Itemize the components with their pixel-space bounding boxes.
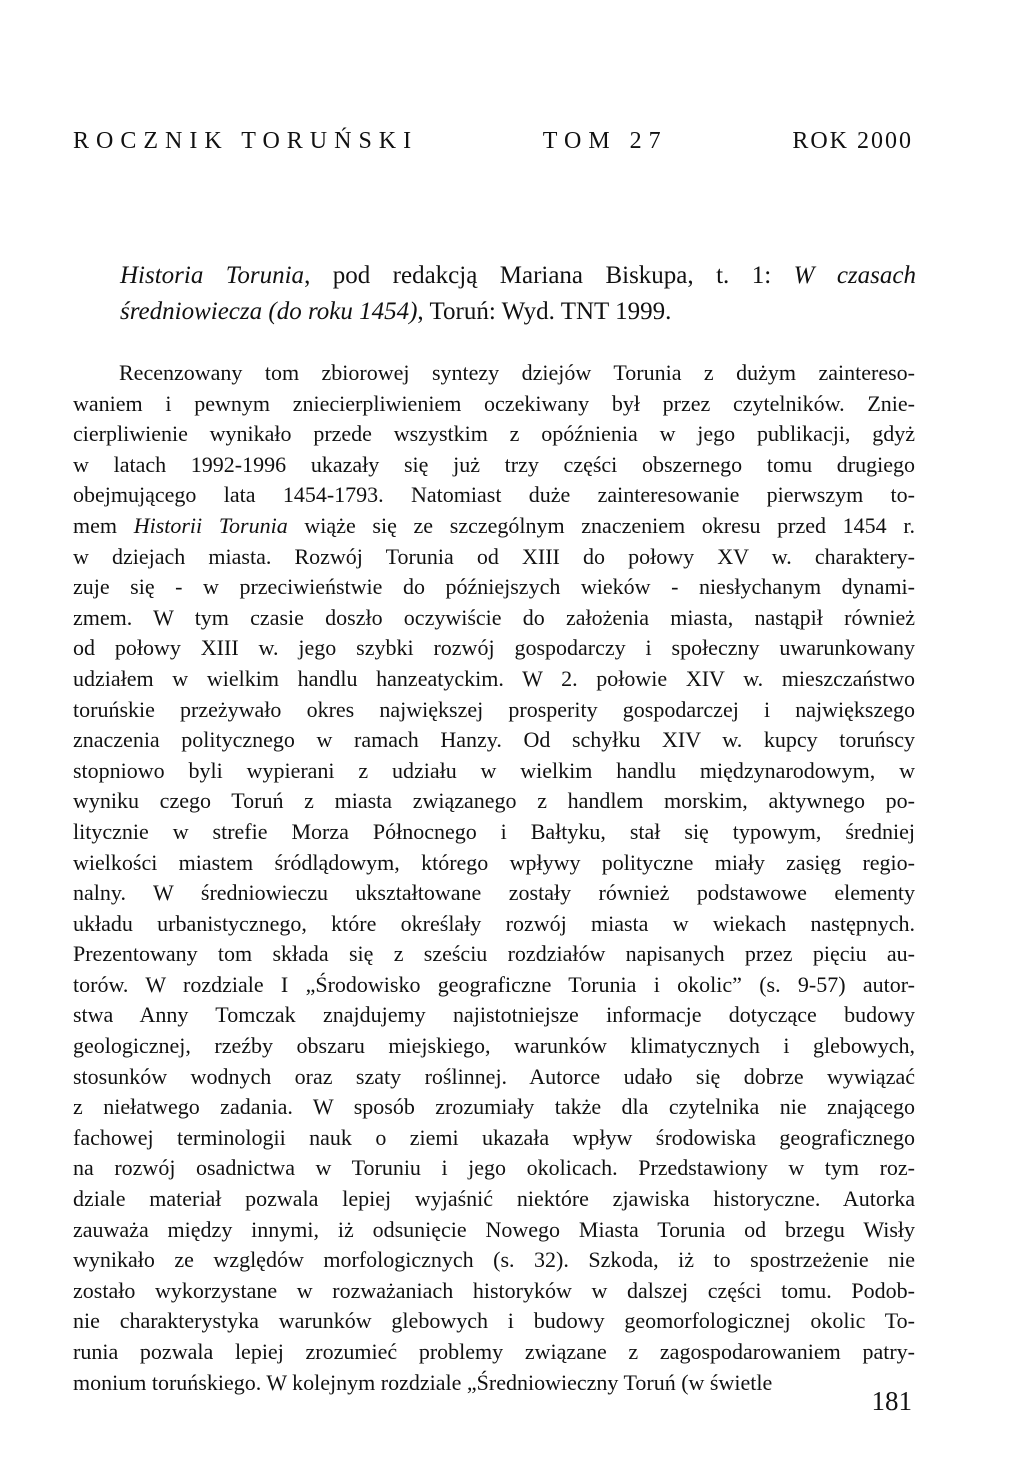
text-line: waniem i pewnym zniecierpliwieniem oczekiwany był przez czytelników. Znie- [73, 390, 915, 416]
text-line: fachowej terminologii nauk o ziemi ukazała wpływ środowiska geograficznego [73, 1124, 915, 1150]
text-line: toruńskie przeżywało okres największej prosperity gospodarczej i największego [73, 696, 915, 722]
book-title: Historia Torunia [120, 262, 305, 289]
text-line: wynikało ze względów morfologicznych (s. 32). Szkoda, iż to spostrzeżenie nie [73, 1247, 915, 1273]
text-line: wielkości miastem śródlądowym, którego wpływy polityczne miały zasięg regio- [73, 849, 915, 875]
text-segment: wiąże się ze szczególnym znaczeniem okresu przed 1454 r. [287, 512, 915, 538]
publisher-info: , Toruń: Wyd. TNT 1999. [417, 298, 672, 325]
text-line: runia pozwala lepiej zrozumieć problemy związane z zagospodarowaniem patry- [73, 1339, 915, 1364]
text-line: udziałem w wielkim handlu hanzeatyckim. W 2. połowie XIV w. mieszczaństwo [73, 665, 915, 691]
text-line: nalny. W średniowieczu ukształtowane zostały również podstawowe elementy [73, 880, 915, 906]
running-head [73, 128, 913, 155]
text-line: na rozwój osadnictwa w Toruniu i jego okolicach. Przedstawiony w tym roz- [73, 1155, 915, 1181]
text-line: litycznie w strefie Morza Północnego i Bałtyku, stał się typowym, średniej [73, 818, 915, 844]
italic-book-title: Historii Torunia [133, 512, 288, 538]
text-line: stwa Anny Tomczak znajdujemy najistotniejsze informacje dotyczące budowy [73, 1002, 915, 1028]
text-line: geologicznej, rzeźby obszaru miejskiego, warunków klimatycznych i glebowych, [73, 1033, 915, 1059]
text-line: Prezentowany tom składa się z sześciu rozdziałów napisanych przez pięciu au- [73, 941, 915, 967]
text-line: zuje się - w przeciwieństwie do późniejszych wieków - niesłychanym dynami- [73, 574, 915, 600]
page-number: 181 [871, 1386, 912, 1416]
volume-subtitle-end: średniowiecza (do roku 1454) [120, 298, 418, 325]
text-line: w dziejach miasta. Rozwój Torunia od XIII do połowy XV w. charaktery- [73, 543, 915, 569]
text-line: zmem. W tym czasie doszło oczywiście do założenia miasta, nastąpił również [73, 604, 915, 630]
text-line: torów. W rozdziale I „Środowisko geograficzne Torunia i okolic” (s. 9-57) autor- [73, 971, 915, 997]
text-line: zostało wykorzystane w rozważaniach historyków w dalszej części tomu. Podob- [73, 1277, 915, 1303]
citation-line-2 [120, 294, 916, 330]
text-line: zauważa między innymi, iż odsunięcie Nowego Miasta Torunia od brzegu Wisły [73, 1216, 915, 1242]
text-line: w latach 1992-1996 ukazały się już trzy części obszernego tomu drugiego [73, 451, 915, 477]
text-segment: mem [73, 512, 134, 538]
publication-year: ROK 2000 [792, 128, 913, 154]
review-text [73, 358, 915, 1398]
text-line: stopniowo byli wypierani z udziału w wielkim handlu międzynarodowym, w [73, 757, 915, 783]
text-line: z niełatwego zadania. W sposób zrozumiały także dla czytelnika nie znającego [73, 1094, 915, 1120]
text-line [73, 511, 915, 542]
text-line: monium toruńskiego. W kolejnym rozdziale „Średniowieczny Toruń (w świetle [73, 1369, 773, 1395]
text-line: nie charakterystyka warunków glebowych i budowy geomorfologicznej okolic To- [73, 1308, 915, 1334]
volume-number: TOM 27 [542, 128, 668, 154]
text-line: układu urbanistycznego, które określały rozwój miasta w wiekach następnych. [73, 910, 915, 936]
reviewed-book-citation [120, 258, 916, 330]
volume-subtitle-start: W czasach [793, 262, 916, 289]
journal-title: ROCZNIK TORUŃSKI [73, 128, 419, 154]
text-line: wyniku czego Toruń z miasta związanego z handlem morskim, aktywnego po- [73, 788, 915, 814]
text-line: od połowy XIII w. jego szybki rozwój gospodarczy i społeczny uwarunkowany [73, 635, 915, 661]
text-line: cierpliwienie wynikało przede wszystkim z opóźnienia w jego publikacji, gdyż [73, 421, 915, 447]
text-line: dziale materiał pozwala lepiej wyjaśnić niektóre zjawiska historyczne. Autorka [73, 1186, 915, 1212]
text-line: znaczenia politycznego w ramach Hanzy. Od schyłku XIV w. kupcy toruńscy [73, 727, 915, 753]
text-line: stosunków wodnych oraz szaty roślinnej. Autorce udało się dobrze wywiązać [73, 1063, 915, 1089]
book-editor: , pod redakcją Mariana Biskupa, t. 1: [304, 262, 794, 289]
citation-line-1 [120, 258, 916, 294]
text-line: Recenzowany tom zbiorowej syntezy dziejów Torunia z dużym zaintereso- [119, 360, 915, 385]
text-line: obejmującego lata 1454-1793. Natomiast duże zainteresowanie pierwszym to- [73, 482, 915, 508]
